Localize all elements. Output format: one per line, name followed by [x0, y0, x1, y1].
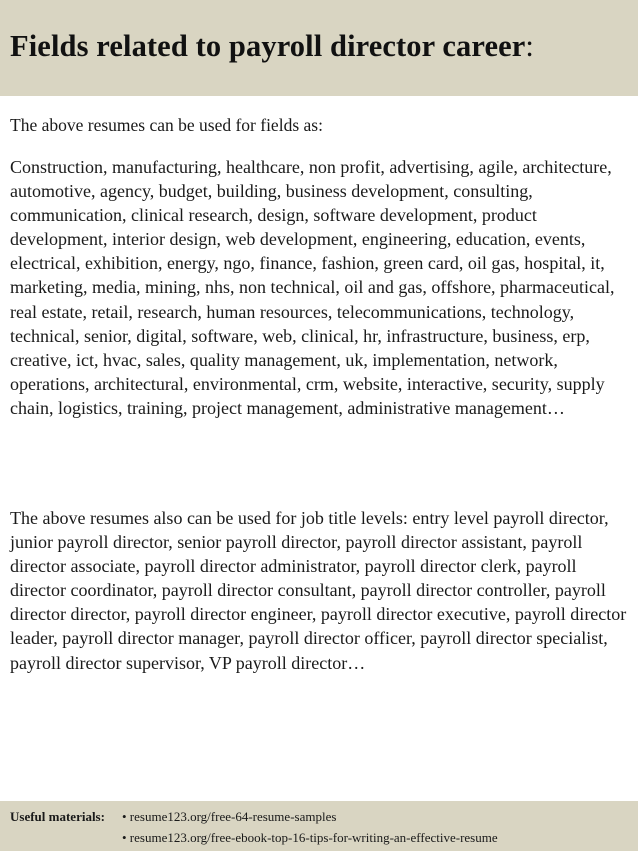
footer-banner: [0, 801, 638, 851]
title-banner: [0, 0, 638, 96]
job-levels-paragraph: The above resumes also can be used for job title levels: entry level payroll director, junior payroll director, senior payroll director, payroll director assistant, payroll director associate, payroll director administrator, payroll director clerk, payroll director coordinator, payroll director consultant, payroll director controller, payroll director director, payroll director engineer, payroll director executive, payroll director leader, payroll director manager, payroll director officer, payroll director specialist, payroll director supervisor, VP payroll director…: [10, 508, 627, 673]
resume-samples-link[interactable]: • resume123.org/free-64-resume-samples: [122, 809, 337, 824]
ebook-tips-link[interactable]: • resume123.org/free-ebook-top-16-tips-for-writing-an-effective-resume: [122, 830, 498, 845]
page-title-text: Fields related to payroll director career: [10, 29, 526, 63]
useful-materials-label: Useful materials:: [10, 809, 105, 824]
page-title-colon: :: [525, 29, 534, 63]
intro-text: The above resumes can be used for fields as:: [10, 115, 323, 135]
page-title: [10, 29, 534, 64]
fields-paragraph: Construction, manufacturing, healthcare, non profit, advertising, agile, architecture, automotive, agency, budget, building, business development, consulting, communication, clinical research, design, software development, product development, interior design, web development, engineering, education, events, electrical, exhibition, energy, ngo, finance, fashion, green card, oil gas, hospital, it, marketing, media, mining, nhs, non technical, oil and gas, offshore, pharmaceutical, real estate, retail, research, human resources, telecommunications, technology, technical, senior, digital, software, web, clinical, hr, infrastructure, business, erp, creative, ict, hvac, sales, quality management, uk, implementation, network, operations, architectural, environmental, crm, website, interactive, security, supply chain, logistics, training, project management, administrative management…: [10, 157, 615, 418]
